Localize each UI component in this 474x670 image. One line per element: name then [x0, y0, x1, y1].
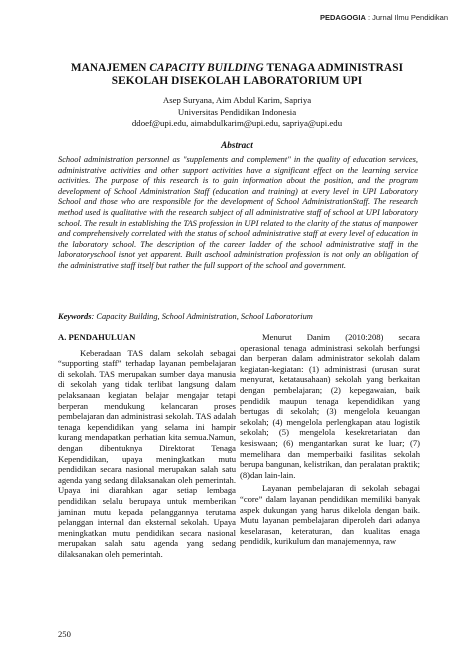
- section-heading: A. PENDAHULUAN: [58, 332, 136, 342]
- journal-header: [320, 13, 448, 22]
- left-paragraph-1: Keberadaan TAS dalam sekolah sebagai “supporting staff” terhadap layanan pembelajaran di sekolah. TAS merupakan sumber daya manusia di sekolah yang tidak terlibat langsung dalam pelaksanaan kegiatan belajar mengajar tetapi berperan mendukung kelancaran proses pembelajaran dan administrasi sekolah. TAS adalah tenaga kependidikan yang selama ini hampir kurang mendapatkan perhatian kita semua.Namun, dengan dibentuknya Direktorat Tenaga Kependidikan, upaya meningkatkan mutu pendidikan secara nasional merupakan salah satu agenda yang sedang dilaksanakan oleh pemerintah. Upaya ini diarahkan agar setiap lembaga pendidikan selalu berupaya untuk memberikan jaminan mutu kepada pelanggannya terutama pelanggan internal dan eksternal sekolah. Upaya meningkatkan mutu pendidikan secara nasional merupakan salah satu agenda yang sedang dilaksanakan oleh pemerintah.: [58, 347, 236, 559]
- paper-title: [40, 62, 434, 88]
- journal-name: PEDAGOGIA: [320, 13, 366, 22]
- right-paragraph-1: Menurut Danim (2010:208) secara operasional tenaga administrasi sekolah berfungsi dan berperan dalam administrator sekolah dalam kegiatan-kegiatan: (1) administrasi (urusan surat menyurat, ketatausahaan) sekolah yang berkaitan dengan pembelajaran; (2) kepegawaian, baik pendidik maupun tenaga kependidikan yang bertugas di sekolah; (3) mengelola keuangan sekolah; (4) mengelola perlengkapan atau logistik sekolah; (5) mengelola kesekretariatan dan kesiswaan; (6) mengantarkan surat ke luar; (7) memelihara dan memperbaiki fasilitas sekolah berupa bangunan, kelistrikan, dan peralatan praktik; (8)dan lain-lain.: [240, 332, 420, 480]
- emails: ddoef@upi.edu, aimabdulkarim@upi.edu, sapriya@upi.edu: [131, 118, 343, 128]
- title-italic: CAPACITY BUILDING: [149, 62, 264, 74]
- keywords-label: Keywords: [58, 312, 92, 321]
- author-block: [40, 95, 434, 130]
- right-column: [240, 332, 420, 547]
- journal-subtitle: : Jurnal Ilmu Pendidikan: [365, 13, 448, 22]
- abstract-text: School administration personnel as "supplements and complement" in the quality of education services, administrative activities and other support activities have a significant effect on the learning service activities. The purpose of this research is to gain information about the position, and the program development of School Administration Staff (education and training) at every level in UPI Laboratory School and those who are responsible for the development of School AdministrationStaff. The research method used is qualitative with the research subject of all administrative staff of school at UPI laboratory school. The result in establishing the TAS profession in UPI related to the clarity of the status of manpower and comprehensively correlated with the status of school administrative staff at every level of education in the laboratory school. The description of the career ladder of the school administrative staff in the laboratoryschool isnot yet apparent. Built aschool administration profession is not only an obligation of the administrative staff itself but rather the full support of the school and government.: [58, 155, 418, 270]
- title-part1: MANAJEMEN: [70, 62, 150, 74]
- abstract-heading: Abstract: [221, 140, 253, 150]
- left-column: [58, 332, 236, 559]
- right-paragraph-2: Layanan pembelajaran di sekolah sebagai “core” dalam layanan pendidikan memiliki banyak aspek dukungan yang harus dikelola dengan baik. Mutu layanan pembelajaran diperoleh dari adanya keselarasan, keteraturan, dan kualitas enaga pendidik, kurikulum dan manajemennya, raw: [240, 483, 420, 547]
- keywords-text: : Capacity Building, School Administration, School Laboratorium: [91, 312, 313, 321]
- title-part2: TENAGA ADMINISTRASI: [263, 62, 404, 74]
- authors: Asep Suryana, Aim Abdul Karim, Sapriya: [162, 95, 312, 105]
- affiliation: Universitas Pendidikan Indonesia: [177, 106, 297, 117]
- keywords: [58, 312, 418, 323]
- page-number: 250: [58, 629, 71, 639]
- title-line2: SEKOLAH DISEKOLAH LABORATORIUM UPI: [111, 75, 363, 87]
